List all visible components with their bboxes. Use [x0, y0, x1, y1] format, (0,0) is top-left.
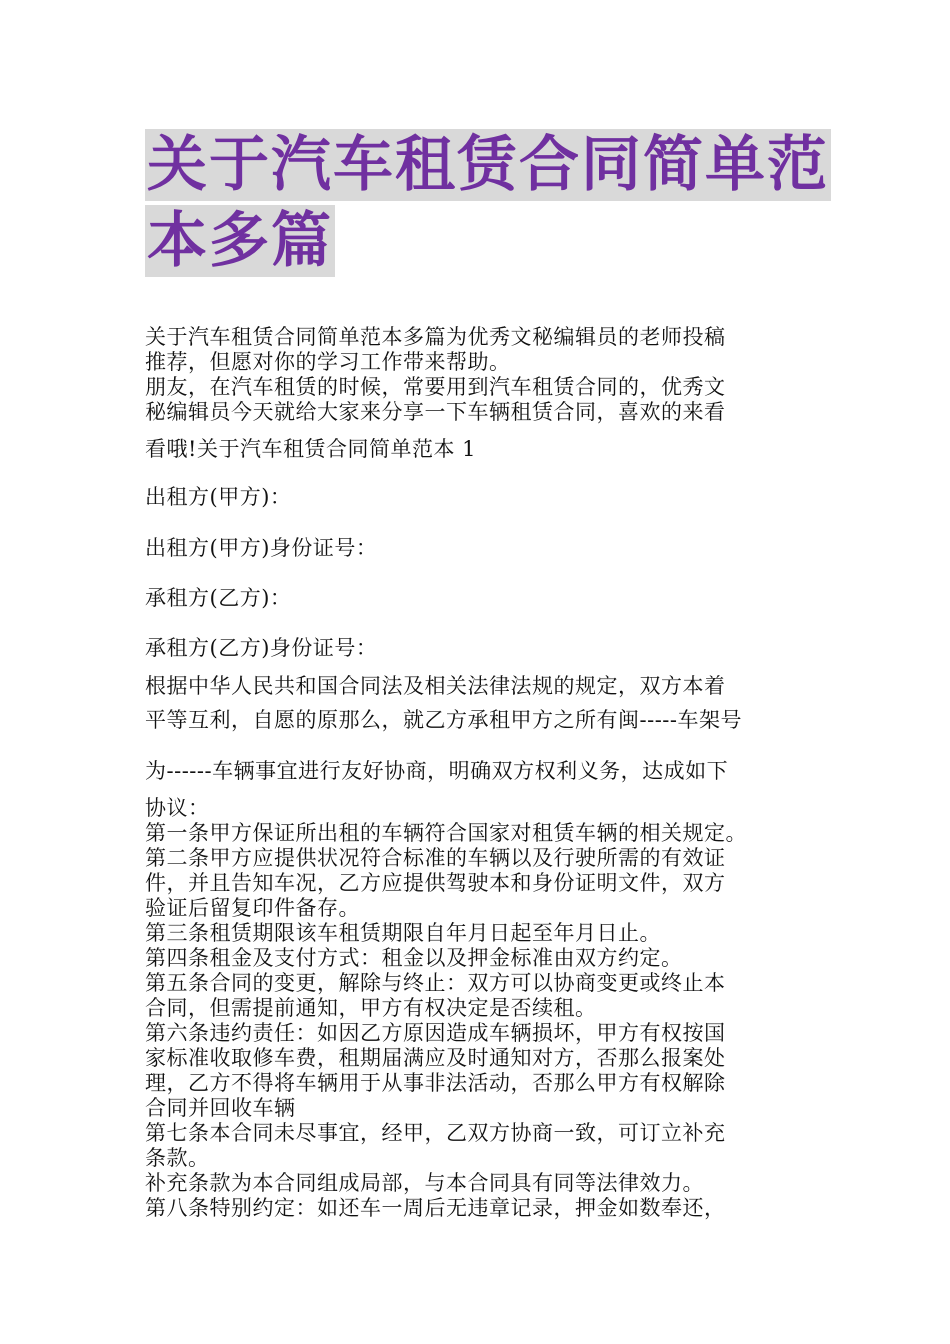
- clause-8: 第八条特别约定：如还车一周后无违章记录，押金如数奉还，: [145, 1196, 726, 1220]
- clause-3: 第三条租赁期限该车租赁期限自年月日起至年月日止。: [145, 921, 661, 945]
- title-line-1: 关于汽车租赁合同简单范: [147, 130, 829, 200]
- field-lessee-id: 承租方(乙方)身份证号：: [145, 636, 378, 660]
- paragraph-line: 合同并回收车辆: [145, 1096, 296, 1120]
- clause-5: 第五条合同的变更，解除与终止：双方可以协商变更或终止本: [145, 971, 726, 995]
- field-lessee: 承租方(乙方)：: [145, 586, 292, 610]
- paragraph-line: 验证后留复印件备存。: [145, 896, 360, 920]
- paragraph-line: 看哦!关于汽车租赁合同简单范本 1: [145, 437, 476, 461]
- paragraph-line: 平等互利，自愿的原那么，就乙方承租甲方之所有闽-----车架号: [145, 708, 742, 732]
- paragraph-line: 关于汽车租赁合同简单范本多篇为优秀文秘编辑员的老师投稿: [145, 325, 726, 349]
- clause-4: 第四条租金及支付方式：租金以及押金标准由双方约定。: [145, 946, 683, 970]
- paragraph-line: 理，乙方不得将车辆用于从事非法活动，否那么甲方有权解除: [145, 1071, 726, 1095]
- clause-6: 第六条违约责任：如因乙方原因造成车辆损坏，甲方有权按国: [145, 1021, 726, 1045]
- supplementary-clause: 补充条款为本合同组成局部，与本合同具有同等法律效力。: [145, 1171, 704, 1195]
- clause-2: 第二条甲方应提供状况符合标准的车辆以及行驶所需的有效证: [145, 846, 726, 870]
- paragraph-line: 根据中华人民共和国合同法及相关法律法规的规定，双方本着: [145, 674, 726, 698]
- title-line-2: 本多篇: [147, 206, 333, 276]
- clause-7: 第七条本合同未尽事宜，经甲，乙双方协商一致，可订立补充: [145, 1121, 726, 1145]
- paragraph-line: 家标准收取修车费，租期届满应及时通知对方，否那么报案处: [145, 1046, 726, 1070]
- paragraph-line: 件，并且告知车况，乙方应提供驾驶本和身份证明文件，双方: [145, 871, 726, 895]
- clause-1: 第一条甲方保证所出租的车辆符合国家对租赁车辆的相关规定。: [145, 821, 747, 845]
- paragraph-line: 合同，但需提前通知，甲方有权决定是否续租。: [145, 996, 597, 1020]
- field-lessor: 出租方(甲方)：: [145, 485, 292, 509]
- paragraph-line: 为------车辆事宜进行友好协商，明确双方权利义务，达成如下: [145, 759, 729, 783]
- paragraph-line: 秘编辑员今天就给大家来分享一下车辆租赁合同，喜欢的来看: [145, 400, 726, 424]
- paragraph-line: 朋友，在汽车租赁的时候，常要用到汽车租赁合同的，优秀文: [145, 375, 726, 399]
- paragraph-line: 推荐，但愿对你的学习工作带来帮助。: [145, 350, 511, 374]
- paragraph-line: 条款。: [145, 1146, 210, 1170]
- field-lessor-id: 出租方(甲方)身份证号：: [145, 536, 378, 560]
- paragraph-line: 协议：: [145, 796, 210, 820]
